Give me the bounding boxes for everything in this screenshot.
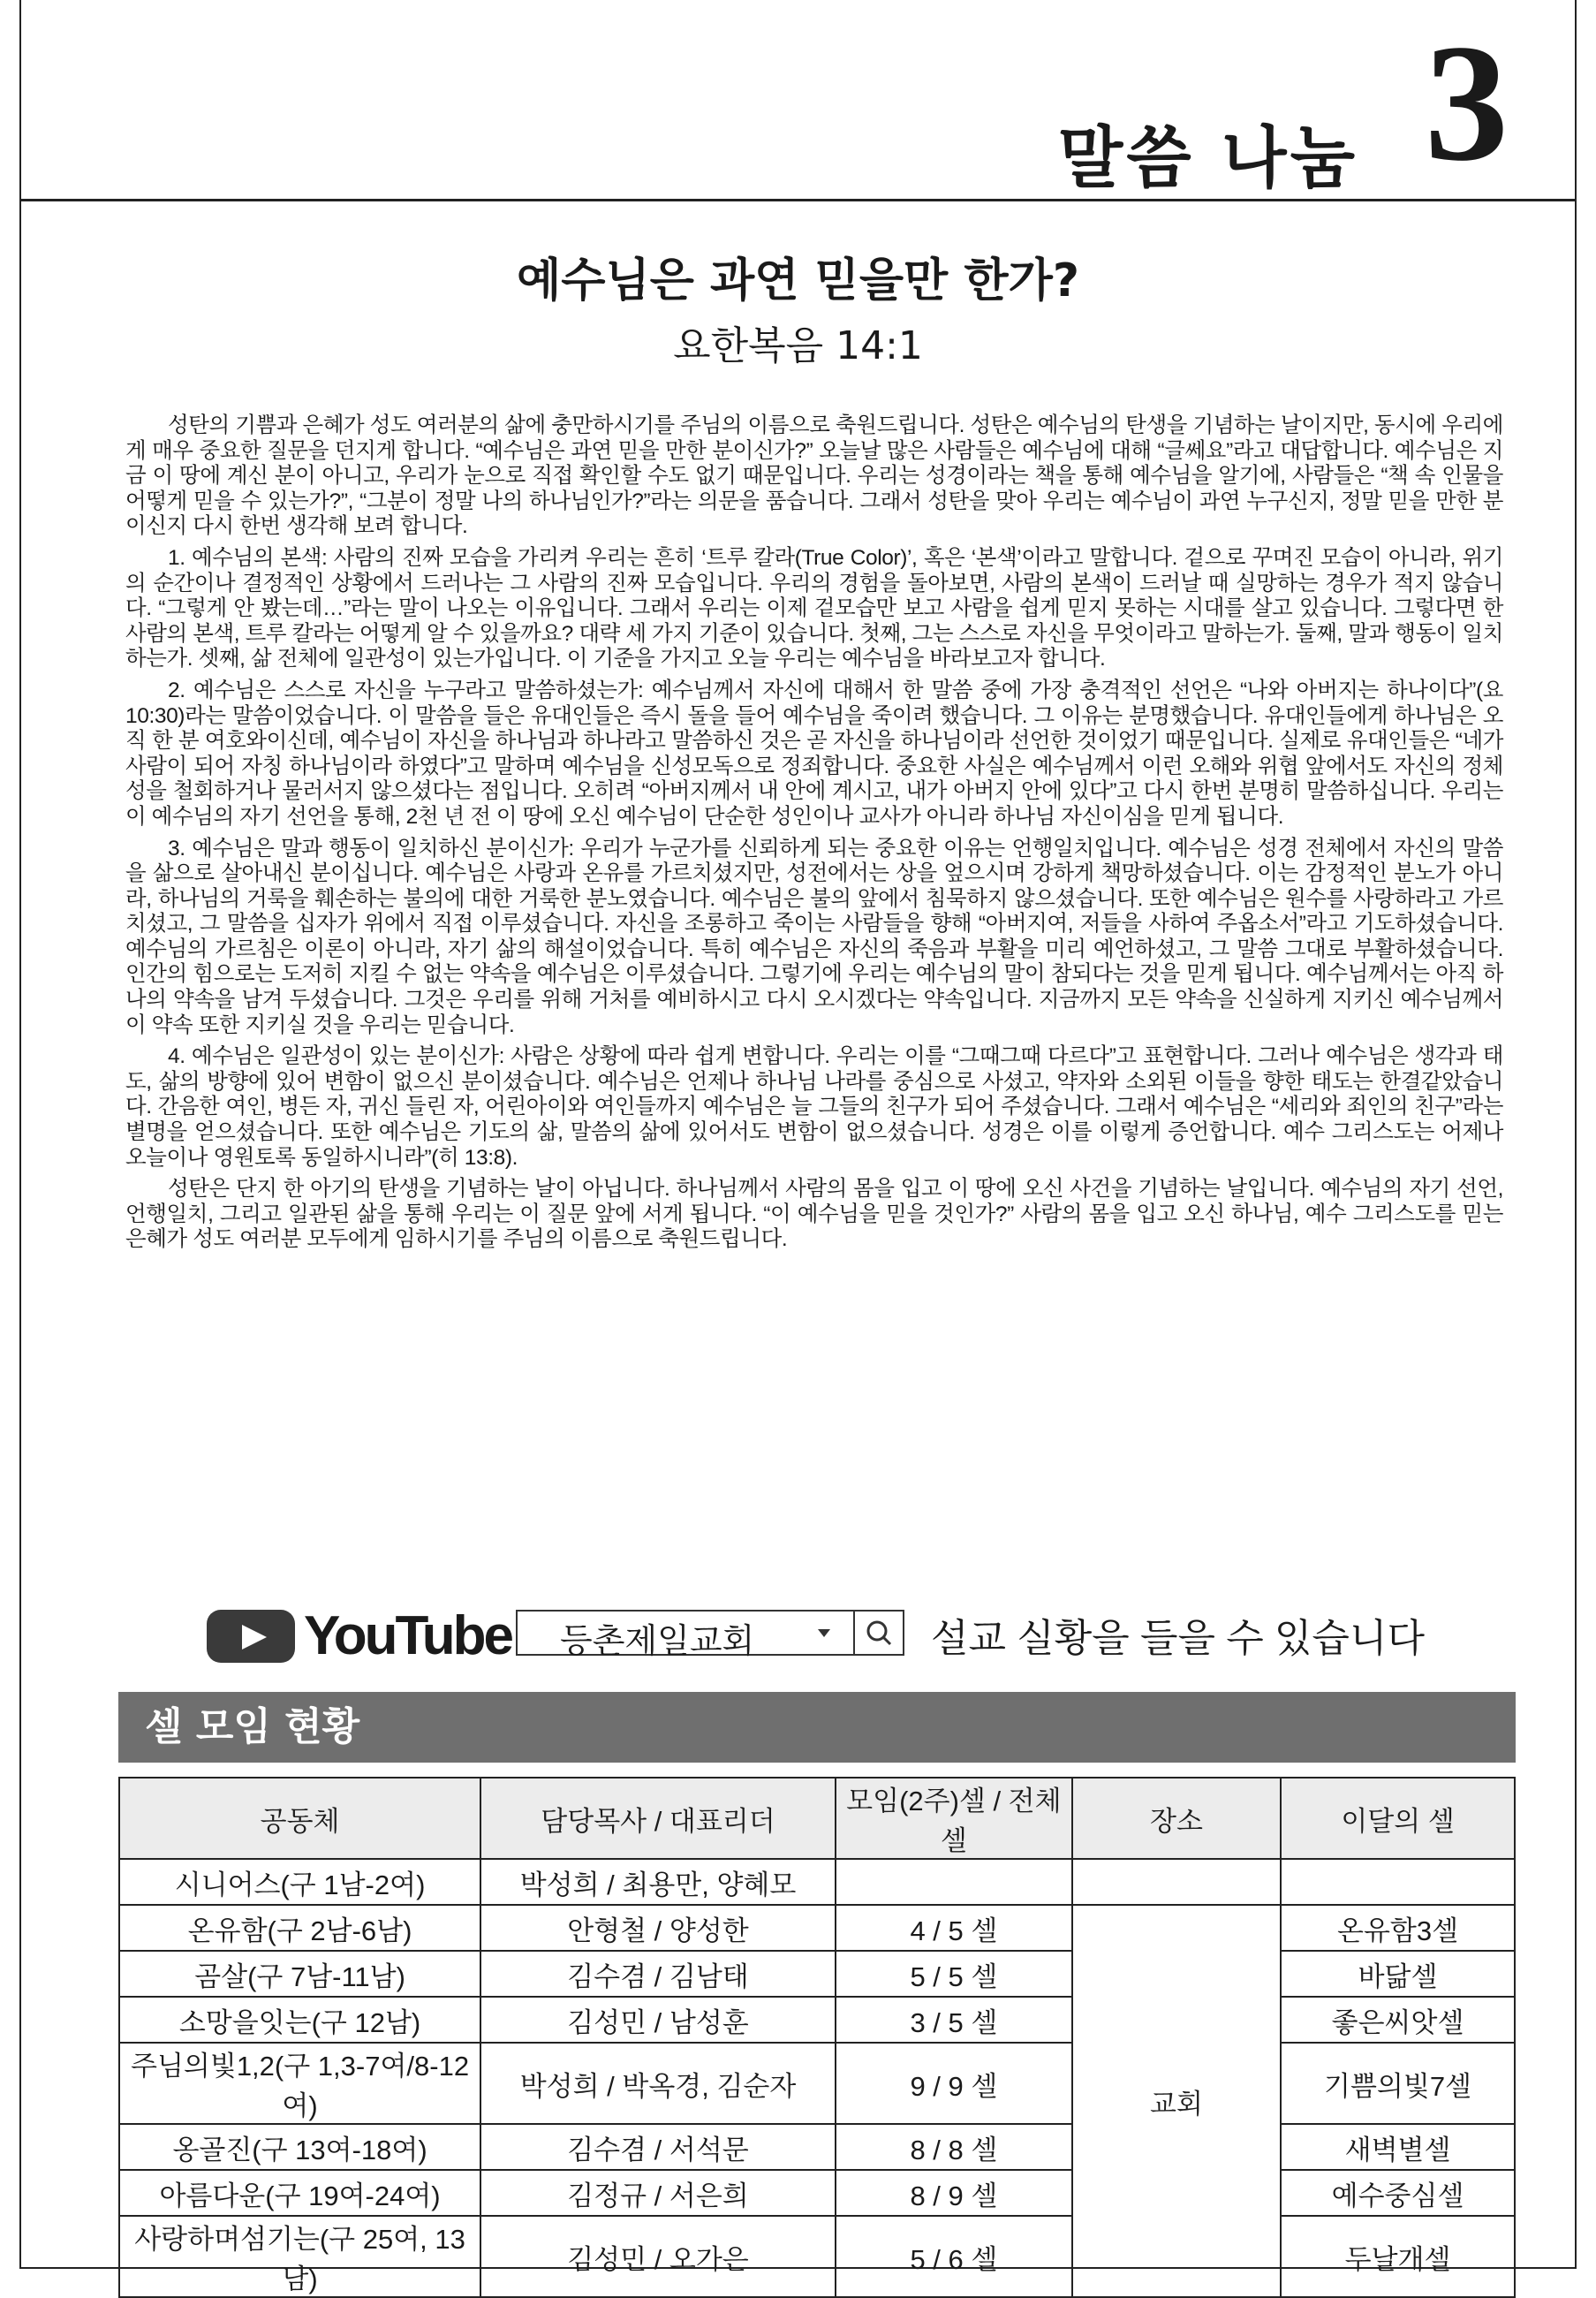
- section-title: 말씀 나눔: [1057, 118, 1358, 197]
- search-box[interactable]: [516, 1610, 904, 1660]
- cell-community: 시니어스(구 1남-2여): [119, 1859, 480, 1905]
- cell-leader: 김수겸 / 서석문: [480, 2124, 836, 2170]
- cell-leader: 김수겸 / 김남태: [480, 1951, 836, 1997]
- cell-community: 주님의빛1,2(구 1,3-7여/8-12여): [119, 2043, 480, 2124]
- cell-status-table: [118, 1777, 1516, 2298]
- page-header: [21, 0, 1575, 201]
- cell-location-merged: 교회: [1072, 1905, 1281, 2297]
- cell-of-month: 새벽별셀: [1281, 2124, 1515, 2170]
- bulletin-page: [19, 0, 1577, 2294]
- cell-meeting: 9 / 9 셀: [836, 2043, 1072, 2124]
- search-input[interactable]: 등촌제일교회: [560, 1623, 755, 1660]
- table-row: [119, 2043, 1515, 2124]
- col-location: 장소: [1072, 1778, 1281, 1859]
- youtube-logo: [207, 1605, 511, 1666]
- cell-community: 사랑하며섬기는(구 25여, 13남): [119, 2216, 480, 2297]
- paragraph-point-1: 1. 예수님의 본색: 사람의 진짜 모습을 가리켜 우리는 흔히 ‘트루 칼라(True Color)’, 혹은 ‘본색’이라고 말합니다. 겉으로 꾸며진 모습이 아니라, 위기의 순간이나 결정적인 상황에서 드러나는 그 사람의 진짜 모습입니다. 우리의 경험을 돌아보면, 사람의 본색이 드러날 때 실망하는 경우가 적지 않습니다. “그렇게 안 봤는데…”라는 말이 나오는 이유입니다. 그래서 우리는 이제 겉모습만 보고 사람을 쉽게 믿지 못하는 시대를 살고 있습니다. 그렇다면 한 사람의 본색, 트루 칼라는 어떻게 알 수 있을까요? 대략 세 가지 기준이 있습니다. 첫째, 그는 스스로 자신을 무엇이라고 말하는가. 둘째, 말과 행동이 일치하는가. 셋째, 삶 전체에 일관성이 있는가입니다. 이 기준을 가지고 오늘 우리는 예수님을 바라보고자 합니다.: [125, 545, 1503, 671]
- cell-community: 소망을잇는(구 12남): [119, 1997, 480, 2043]
- cell-of-month: 두날개셀: [1281, 2216, 1515, 2297]
- cell-location: [1072, 1859, 1281, 1905]
- paragraph-intro: 성탄의 기쁨과 은혜가 성도 여러분의 삶에 충만하시기를 주님의 이름으로 축원드립니다. 성탄은 예수님의 탄생을 기념하는 날이지만, 동시에 우리에게 매우 중요한 질문을 던지게 합니다. “예수님은 과연 믿을 만한 분이신가?” 오늘날 많은 사람들은 예수님에 대해 “글쎄요”라고 대답합니다. 예수님은 지금 이 땅에 계신 분이 아니고, 우리가 눈으로 직접 확인할 수도 없기 때문입니다. 우리는 성경이라는 책을 통해 예수님을 알기에, 사람들은 “책 속 인물을 어떻게 믿을 수 있는가?”, “그분이 정말 나의 하나님인가?”라는 의문을 품습니다. 그래서 성탄을 맞아 우리는 예수님이 과연 누구신지, 정말 믿을 만한 분이신지 다시 한번 생각해 보려 합니다.: [125, 413, 1503, 539]
- cell-leader: 김성민 / 남성훈: [480, 1997, 836, 2043]
- table-row: [119, 1951, 1515, 1997]
- table-row: [119, 2124, 1515, 2170]
- table-row: [119, 1997, 1515, 2043]
- cell-of-month: [1281, 1859, 1515, 1905]
- youtube-caption: 설교 실황을 들을 수 있습니다: [931, 1617, 1425, 1660]
- table-row: [119, 1905, 1515, 1951]
- youtube-logo-text: YouTube: [304, 1605, 511, 1666]
- col-community: 공동체: [119, 1778, 480, 1859]
- cell-community: 아름다운(구 19여-24여): [119, 2170, 480, 2216]
- cell-meeting: 5 / 5 셀: [836, 1951, 1072, 1997]
- cell-of-month: 기쁨의빛7셀: [1281, 2043, 1515, 2124]
- chevron-down-icon[interactable]: [818, 1629, 830, 1637]
- cell-meeting: 4 / 5 셀: [836, 1905, 1072, 1951]
- search-icon: [855, 1612, 903, 1654]
- sermon-body: [125, 413, 1503, 1259]
- search-button[interactable]: [853, 1612, 903, 1654]
- cell-of-month: 바닮셀: [1281, 1951, 1515, 1997]
- cell-leader: 박성희 / 박옥경, 김순자: [480, 2043, 836, 2124]
- page-number: 3: [1425, 11, 1509, 196]
- table-row: [119, 1859, 1515, 1905]
- cell-leader: 박성희 / 최용만, 양혜모: [480, 1859, 836, 1905]
- cell-meeting: 8 / 8 셀: [836, 2124, 1072, 2170]
- table-row: [119, 2216, 1515, 2297]
- cell-meeting: [836, 1859, 1072, 1905]
- cell-meeting: 3 / 5 셀: [836, 1997, 1072, 2043]
- paragraph-point-3: 3. 예수님은 말과 행동이 일치하신 분이신가: 우리가 누군가를 신뢰하게 되는 중요한 이유는 언행일치입니다. 예수님은 성경 전체에서 자신의 말씀을 삶으로 살아내신 분이십니다. 예수님은 사랑과 온유를 가르치셨지만, 성전에서는 상을 엎으시며 강하게 책망하셨습니다. 이는 감정적인 분노가 아니라, 하나님의 거룩을 훼손하는 불의에 대한 거룩한 분노였습니다. 예수님은 불의 앞에서 침묵하지 않으셨습니다. 또한 예수님은 원수를 사랑하라고 가르치셨고, 그 말씀을 십자가 위에서 직접 이루셨습니다. 자신을 조롱하고 죽이는 사람들을 향해 “아버지여, 저들을 사하여 주옵소서”라고 기도하셨습니다. 예수님의 가르침은 이론이 아니라, 자기 삶의 해설이었습니다. 특히 예수님은 자신의 죽음과 부활을 미리 예언하셨고, 그 말씀 그대로 부활하셨습니다. 인간의 힘으로는 도저히 지킬 수 없는 약속을 예수님은 이루셨습니다. 그렇기에 우리는 예수님의 말이 참되다는 것을 믿게 됩니다. 예수님께서는 아직 하나의 약속을 남겨 두셨습니다. 그것은 우리를 위해 거처를 예비하시고 다시 오시겠다는 약속입니다. 지금까지 모든 약속을 신실하게 지키신 예수님께서 이 약속 또한 지키실 것을 우리는 믿습니다.: [125, 836, 1503, 1037]
- table-header-row: [119, 1778, 1515, 1859]
- cell-leader: 김성민 / 오가은: [480, 2216, 836, 2297]
- col-cell-of-month: 이달의 셀: [1281, 1778, 1515, 1859]
- cell-leader: 김정규 / 서은희: [480, 2170, 836, 2216]
- paragraph-point-2: 2. 예수님은 스스로 자신을 누구라고 말씀하셨는가: 예수님께서 자신에 대해서 한 말씀 중에 가장 충격적인 선언은 “나와 아버지는 하나이다”(요 10:30)라는 말씀이었습니다. 이 말씀을 들은 유대인들은 즉시 돌을 들어 예수님을 죽이려 했습니다. 그 이유는 분명했습니다. 유대인들에게 하나님은 오직 한 분 여호와이신데, 예수님이 자신을 하나님과 하나라고 말씀하신 것은 곧 자신을 하나님이라 선언한 것이었기 때문입니다. 실제로 유대인들은 “네가 사람이 되어 자칭 하나님이라 하였다”고 말하며 예수님을 신성모독으로 정죄합니다. 중요한 사실은 예수님께서 이런 오해와 위협 앞에서도 자신의 정체성을 철회하거나 물러서지 않으셨다는 점입니다. 오히려 “아버지께서 내 안에 계시고, 내가 아버지 안에 있다”고 다시 한번 분명히 말씀하십니다. 우리는 이 예수님의 자기 선언을 통해, 2천 년 전 이 땅에 오신 예수님이 단순한 성인이나 교사가 아니라 하나님 자신이심을 믿게 됩니다.: [125, 678, 1503, 829]
- cell-community: 옹골진(구 13여-18여): [119, 2124, 480, 2170]
- cell-of-month: 예수중심셀: [1281, 2170, 1515, 2216]
- cell-of-month: 좋은씨앗셀: [1281, 1997, 1515, 2043]
- paragraph-conclusion: 성탄은 단지 한 아기의 탄생을 기념하는 날이 아닙니다. 하나님께서 사람의 몸을 입고 이 땅에 오신 사건을 기념하는 날입니다. 예수님의 자기 선언, 언행일치, 그리고 일관된 삶을 통해 우리는 이 질문 앞에 서게 됩니다. “이 예수님을 믿을 것인가?” 사람의 몸을 입고 오신 하나님, 예수 그리스도를 믿는 은혜가 성도 여러분 모두에게 임하시기를 주님의 이름으로 축원드립니다.: [125, 1177, 1503, 1252]
- scripture-reference: 요한복음 14:1: [673, 323, 923, 368]
- table-row: [119, 2170, 1515, 2216]
- cell-community: 곰살(구 7남-11남): [119, 1951, 480, 1997]
- cell-community: 온유함(구 2남-6남): [119, 1905, 480, 1951]
- cell-meeting: 8 / 9 셀: [836, 2170, 1072, 2216]
- cell-of-month: 온유함3셀: [1281, 1905, 1515, 1951]
- play-icon: [207, 1610, 295, 1663]
- youtube-banner: [207, 1606, 1443, 1665]
- cell-status-title: 셀 모임 현황: [118, 1692, 1516, 1763]
- sermon-title: 예수님은 과연 믿을만 한가?: [516, 254, 1080, 307]
- col-leader: 담당목사 / 대표리더: [480, 1778, 836, 1859]
- cell-leader: 안형철 / 양성한: [480, 1905, 836, 1951]
- cell-meeting: 5 / 6 셀: [836, 2216, 1072, 2297]
- paragraph-point-4: 4. 예수님은 일관성이 있는 분이신가: 사람은 상황에 따라 쉽게 변합니다. 우리는 이를 “그때그때 다르다”고 표현합니다. 그러나 예수님은 생각과 태도, 삶의 방향에 있어 변함이 없으신 분이셨습니다. 예수님은 언제나 하나님 나라를 중심으로 사셨고, 약자와 소외된 이들을 향한 태도는 한결같았습니다. 간음한 여인, 병든 자, 귀신 들린 자, 어린아이와 여인들까지 예수님은 늘 그들의 친구가 되어 주셨습니다. 그래서 예수님은 “세리와 죄인의 친구”라는 별명을 얻으셨습니다. 또한 예수님은 기도의 삶, 말씀의 삶에 있어서도 변함이 없으셨습니다. 성경은 이를 이렇게 증언합니다. 예수 그리스도는 어제나 오늘이나 영원토록 동일하시니라”(히 13:8).: [125, 1044, 1503, 1170]
- col-meeting: 모임(2주)셀 / 전체셀: [836, 1778, 1072, 1859]
